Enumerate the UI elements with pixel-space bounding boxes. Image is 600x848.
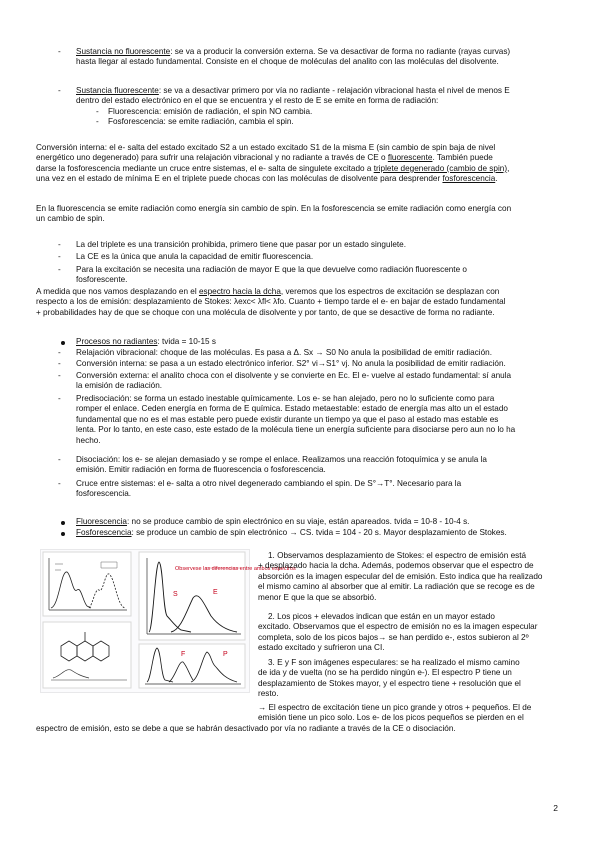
- bullet-dash: -: [58, 455, 61, 464]
- fluorescencia-line: Fluorescencia: no se produce cambio de spin electrónico en su viaje, están apareados. tvida = 10-8 - 10-4 s.: [76, 517, 470, 526]
- item-no-fluorescente: Sustancia no fluorescente: se va a producir la conversión externa. Se va desactivar de forma no radiante (rayas curvas) hasta llegar al estado fundamental. Consiste en el choque de moléculas del analito con las moléculas del disolvente.: [76, 47, 511, 67]
- bullet-dash: -: [96, 117, 99, 126]
- bullet-dash: -: [58, 359, 61, 368]
- bullet-dot: [61, 532, 65, 536]
- label-p: P: [223, 651, 228, 658]
- conversion-paragraph: Conversión interna: el e- salta del estado excitado S2 a un estado excitado S1 de la misma E (sin cambio de spin baja de nivel energético uno degenerado) para sufrir una relajación vibracional y no radiante a través de CE o fluorescente. También puede darse la fosforescencia mediante un cruce entre sistemas, el e- salta de singulete excitado a triplete degenerado (cambio de spin), una vez en el estado de mínima E en el triplete puede chocas con las moléculas de disolvente para desprender fosforescencia.: [36, 143, 510, 184]
- proceso-cruce-sistemas: Cruce entre sistemas: el e- salta a otro nivel degenerado cambiando el spin. De S°→T°. Necesario para la fosforescencia.: [76, 479, 462, 499]
- bullet-dash: -: [58, 252, 61, 261]
- term-fluorescente: Sustancia fluorescente: [76, 86, 159, 95]
- bullet-dash: -: [96, 107, 99, 116]
- panel-bottom-left: [43, 622, 131, 688]
- term-no-fluorescente: Sustancia no fluorescente: [76, 47, 171, 56]
- proceso-conversion-externa: Conversión externa: el analito choca con el disolvente y se convierte en Ec. El e- vuelve al estado fundamental: sí anula la emisión de radiación.: [76, 371, 512, 391]
- bullet-dot: [61, 341, 65, 345]
- spectra-figure: [40, 549, 296, 693]
- explanation-2: 2. Los picos + elevados indican que están en un mayor estado excitado. Observamos que el espectro de emisión no es la imagen especular completa, solo de los picos bajos→ se han perdido e-, estos subieron al 2º estado excitado y sufrieron una CI.: [258, 612, 538, 653]
- bullet-triplete: La del triplete es una transición prohibida, primero tiene que pasar por un estado singulete.: [76, 240, 406, 249]
- bullet-dash: -: [58, 371, 61, 380]
- label-f: F: [181, 651, 186, 658]
- page-number: 2: [553, 803, 558, 813]
- bullet-dash: -: [58, 348, 61, 357]
- sub-fosforescencia: Fosforescencia: se emite radiación, cambia el spin.: [108, 117, 294, 126]
- bullet-dash: -: [58, 86, 61, 95]
- label-e: E: [213, 589, 218, 596]
- explanation-arrow: → El espectro de excitación tiene un pico grande y otros + pequeños. El de emisión tiene un pico solo. Los e- de los picos pequeños se pierden en el: [258, 703, 532, 723]
- spectra-figure-svg: [41, 550, 296, 692]
- explanation-3: 3. E y F son imágenes especulares: se ha realizado el mismo camino de ida y de vuelta (no se ha perdido ningún e-). El espectro P tiene un desplazamiento de Stokes mayor, y el espectro tiene + resolución que el resto.: [258, 658, 521, 699]
- procesos-heading: Procesos no radiantes: tvida = 10-15 s: [76, 337, 216, 346]
- explanation-arrow-tail: espectro de emisión, esto se debe a que se habrán desactivado por vía no radiante a través de la CE o disociación.: [36, 724, 456, 733]
- proceso-conversion-interna: Conversión interna: se pasa a un estado electrónico inferior. S2° vi→S1° vj. No anula la posibilidad de emitir radiación.: [76, 359, 506, 368]
- proceso-disociacion: Disociación: los e- se alejan demasiado y se rompe el enlace. Realizamos una reacción fotoquímica y se anula la emisión. Emitir radiación en forma de fluorescencia o fosforescencia.: [76, 455, 487, 475]
- bullet-dash: -: [58, 47, 61, 56]
- item-fluorescente: Sustancia fluorescente: se va a desactivar primero por vía no radiante - relajación vibracional hasta el nivel de menos E dentro del estado electrónico en el que se encuentra y el resto de E se emite en forma de radiación:: [76, 86, 510, 106]
- bullet-dash: -: [58, 479, 61, 488]
- panel-top-left: [43, 552, 131, 616]
- bullet-ce: La CE es la única que anula la capacidad de emitir fluorescencia.: [76, 252, 314, 261]
- bullet-dot: [61, 521, 65, 525]
- bullet-dash: -: [58, 240, 61, 249]
- proceso-relajacion: Relajación vibracional: choque de las moléculas. Es pasa a Δ. Sx → S0 No anula la posibilidad de emitir radiación.: [76, 348, 492, 357]
- fosforescencia-line: Fosforescencia: se produce un cambio de spin electrónico → CS. tvida = 104 - 20 s. Mayor desplazamiento de Stokes.: [76, 528, 507, 537]
- spin-paragraph: En la fluorescencia se emite radiación como energía sin cambio de spin. En la fosforescencia se emite radiación como energía con un cambio de spin.: [36, 204, 512, 224]
- proceso-predisociacion: Predisociación: se forma un estado inestable químicamente. Los e- se han alejado, pero no lo suficiente como para romper el enlace. Ceden energía en forma de E química. Estado metaestable: estado de energía mas alto un el estado fundamental que no es el mas estable pero puede existir durante un tiempo ya que el paso al estado mas estable es lenta. Por lo tanto, en este caso, este estado de la molécula tiene un energía suficiente para disociarse pero aun no lo ha hecho.: [76, 394, 516, 445]
- label-s: S: [173, 591, 178, 598]
- bullet-excitacion: Para la excitación se necesita una radiación de mayor E que la que devuelve como radiación fluorescente o fosforescente.: [76, 265, 467, 285]
- explanation-1: 1. Observamos desplazamiento de Stokes: el espectro de emisión está + desplazado hacia la dcha. Además, podemos observar que el espectro de absorción es la imagen especular del de emisión. Esto indica que ha realizado el mismo camino al absorber que al emitir. La radiación que se recoge es de menor E que la que se absorbió.: [258, 551, 543, 602]
- stokes-paragraph: A medida que nos vamos desplazando en el espectro hacia la dcha, veremos que los espectros de excitación se desplazan con respecto a los de emisión: desplazamiento de Stokes: λexc< λfl< λfo. Cuanto + tiempo tarde el e- en bajar de estado fundamental + probabilidades hay de que se choque con una molécula de disolvente y por tanto, de que se desactive de forma no radiante.: [36, 287, 506, 317]
- panel-bottom-right: [139, 644, 245, 688]
- bullet-dash: -: [58, 394, 61, 403]
- inset-label: Observese las diferencias entre ambos espectros: [175, 566, 296, 572]
- bullet-dash: -: [58, 265, 61, 274]
- sub-fluorescencia: Fluorescencia: emisión de radiación, el spin NO cambia.: [108, 107, 313, 116]
